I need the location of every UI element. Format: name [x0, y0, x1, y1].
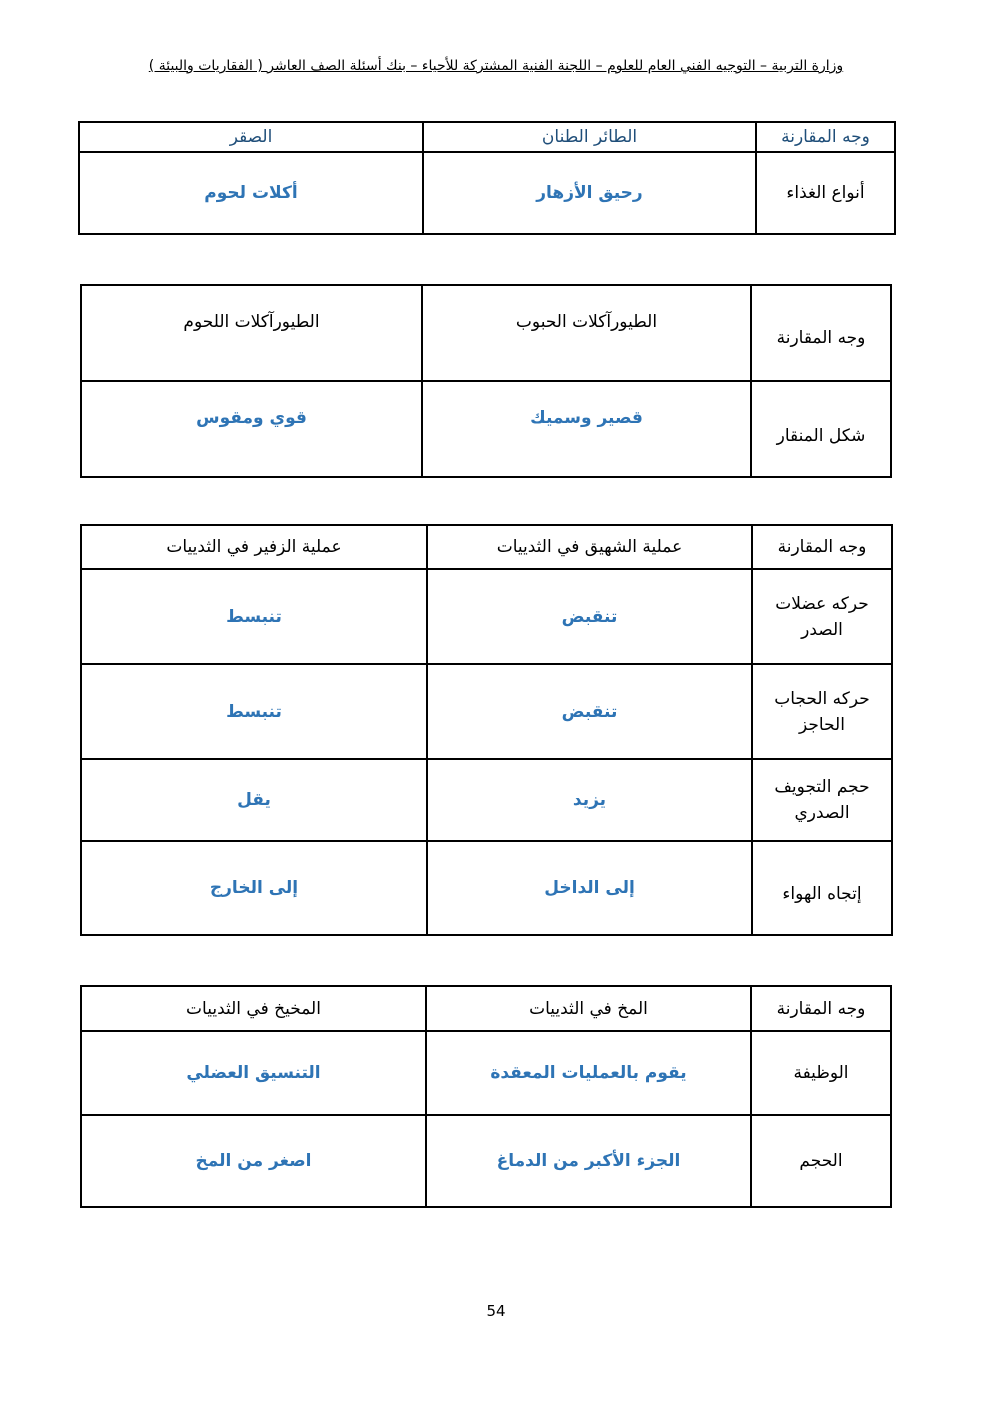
answer-cell: قصير وسميك: [422, 381, 751, 477]
answer-cell: تنقبض: [427, 664, 752, 759]
table-row: [81, 381, 891, 477]
answer-cell: الجزء الأكبر من الدماغ: [426, 1115, 751, 1207]
row-label: إتجاه الهواء: [752, 841, 892, 935]
comparison-table-feeding: [78, 121, 896, 235]
table-header-row: [81, 285, 891, 381]
answer-cell: اصغر من المخ: [81, 1115, 426, 1207]
header-cell: عملية الزفير في الثدييات: [81, 525, 427, 569]
header-cell: وجه المقارنة: [751, 986, 891, 1031]
answer-cell: أكلات لحوم: [79, 152, 423, 234]
header-cell: الطائر الطنان: [423, 122, 756, 152]
header-cell: المخ في الثدييات: [426, 986, 751, 1031]
answer-cell: يقل: [81, 759, 427, 841]
comparison-table-beak: [80, 284, 892, 478]
table-header-row: [81, 525, 892, 569]
answer-cell: التنسيق العضلي: [81, 1031, 426, 1115]
page-header: وزارة التربية – التوجيه الفني العام للعلوم – اللجنة الفنية المشتركة للأحياء – بنك أسئلة الصف العاشر ( الفقاريات والبيئة ): [148, 58, 844, 74]
answer-cell: إلى الداخل: [427, 841, 752, 935]
answer-cell: إلى الخارج: [81, 841, 427, 935]
answer-cell: تنقبض: [427, 569, 752, 664]
table-row: [81, 759, 892, 841]
header-cell: وجه المقارنة: [756, 122, 895, 152]
table-row: [79, 152, 895, 234]
comparison-table-brain: [80, 985, 892, 1208]
answer-cell: يزيد: [427, 759, 752, 841]
table-row: [81, 1115, 891, 1207]
table-header-row: [81, 986, 891, 1031]
row-label: حركه عضلات الصدر: [752, 569, 892, 664]
answer-cell: يقوم بالعمليات المعقدة: [426, 1031, 751, 1115]
answer-cell: قوي ومقوس: [81, 381, 422, 477]
page-number: 54: [486, 1302, 506, 1320]
header-cell: الطيورآكلات الحبوب: [422, 285, 751, 381]
header-cell: وجه المقارنة: [751, 285, 891, 381]
row-label: أنواع الغذاء: [756, 152, 895, 234]
answer-cell: تنبسط: [81, 664, 427, 759]
table-row: [81, 1031, 891, 1115]
header-cell: الصقر: [79, 122, 423, 152]
table-row: [81, 664, 892, 759]
answer-cell: رحيق الأزهار: [423, 152, 756, 234]
header-cell: عملية الشهيق في الثدييات: [427, 525, 752, 569]
row-label: الحجم: [751, 1115, 891, 1207]
answer-cell: تنبسط: [81, 569, 427, 664]
header-cell: وجه المقارنة: [752, 525, 892, 569]
comparison-table-breathing: [80, 524, 893, 936]
header-cell: الطيورآكلات اللحوم: [81, 285, 422, 381]
table-header-row: [79, 122, 895, 152]
row-label: حجم التجويف الصدري: [752, 759, 892, 841]
row-label: حركه الحجاب الحاجز: [752, 664, 892, 759]
table-row: [81, 569, 892, 664]
table-row: [81, 841, 892, 935]
header-cell: المخيخ في الثدييات: [81, 986, 426, 1031]
row-label: شكل المنقار: [751, 381, 891, 477]
row-label: الوظيفة: [751, 1031, 891, 1115]
